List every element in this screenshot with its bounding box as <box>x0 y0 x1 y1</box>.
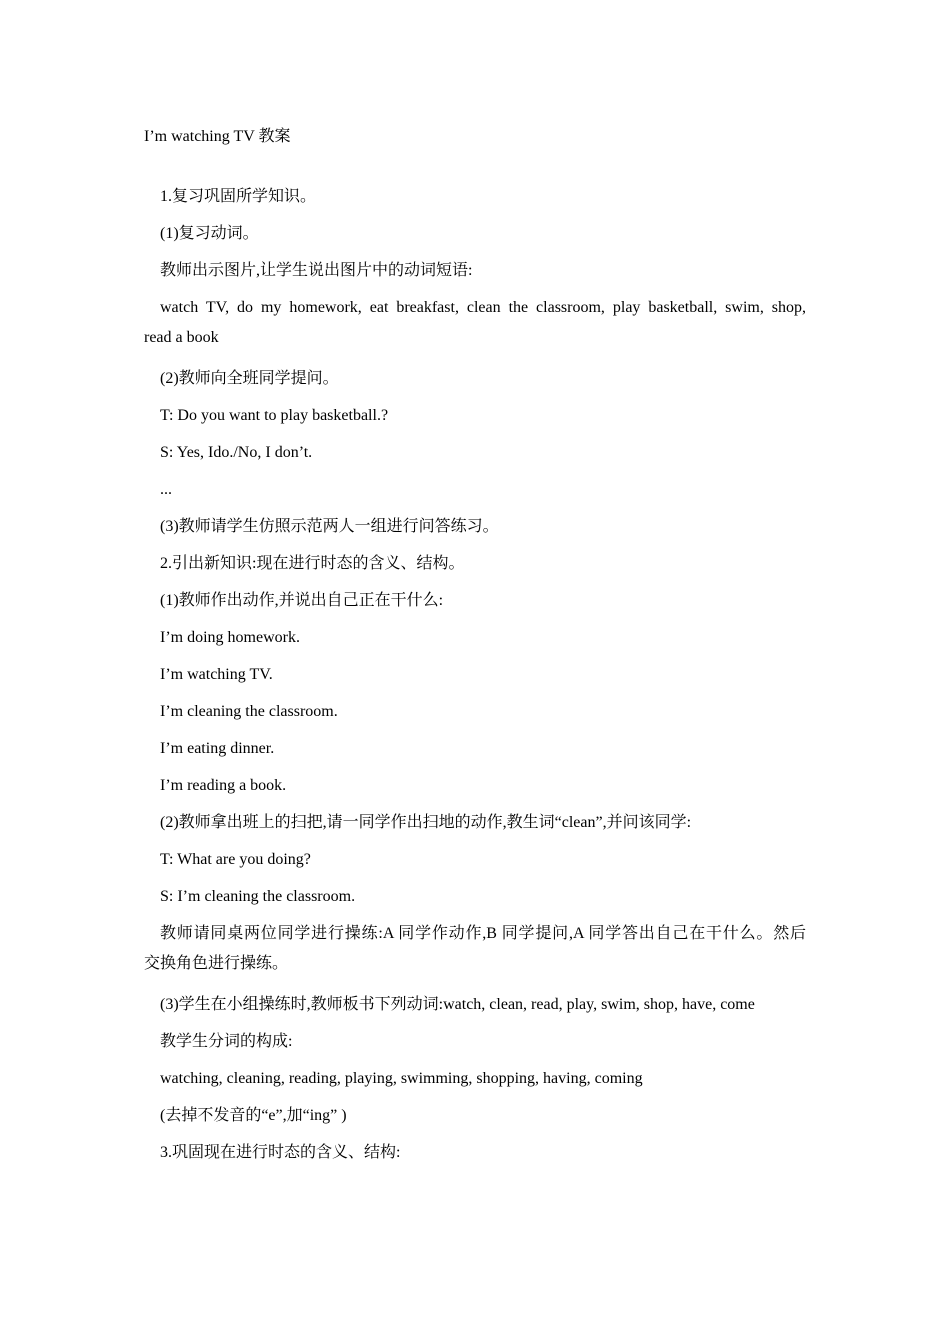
document-title: I’m watching TV 教案 <box>144 128 291 145</box>
paragraph-line: I’m eating dinner. <box>160 740 275 757</box>
paragraph-line: I’m doing homework. <box>160 629 300 646</box>
paragraph-line: 教学生分词的构成: <box>160 1033 293 1050</box>
paragraph-line: (3)学生在小组操练时,教师板书下列动词:watch, clean, read, play, swim, shop, have, come <box>160 996 755 1013</box>
paragraph-line: 交换角色进行操练。 <box>144 955 289 972</box>
paragraph-line: watching, cleaning, reading, playing, swimming, shopping, having, coming <box>160 1070 643 1087</box>
paragraph-line: 教师出示图片,让学生说出图片中的动词短语: <box>160 262 473 279</box>
paragraph-line: S: I’m cleaning the classroom. <box>160 888 356 905</box>
paragraph-line: 2.引出新知识:现在进行时态的含义、结构。 <box>160 555 465 572</box>
paragraph-line: watch TV, do my homework, eat breakfast, clean the classroom, play basketball, swim, shop, <box>160 299 806 316</box>
paragraph-line: I’m watching TV. <box>160 666 273 683</box>
paragraph-line: I’m cleaning the classroom. <box>160 703 338 720</box>
paragraph-line: (2)教师向全班同学提问。 <box>160 370 339 387</box>
paragraph-line: (去掉不发音的“e”,加“ing” ) <box>160 1107 347 1124</box>
paragraph-line: ... <box>160 481 172 498</box>
paragraph-line: T: What are you doing? <box>160 851 311 868</box>
paragraph-line: 1.复习巩固所学知识。 <box>160 188 317 205</box>
paragraph-line: (1)复习动词。 <box>160 225 259 242</box>
paragraph-line: read a book <box>144 329 219 346</box>
paragraph-line: (1)教师作出动作,并说出自己正在干什么: <box>160 592 444 609</box>
document-body <box>144 186 806 1179</box>
paragraph-line: 3.巩固现在进行时态的含义、结构: <box>160 1144 401 1161</box>
paragraph-line: (3)教师请学生仿照示范两人一组进行问答练习。 <box>160 518 499 535</box>
paragraph-line: 教师请同桌两位同学进行操练:A 同学作动作,B 同学提问,A 同学答出自己在干什么。然后 <box>160 925 806 942</box>
paragraph-line: (2)教师拿出班上的扫把,请一同学作出扫地的动作,教生词“clean”,并问该同学: <box>160 814 692 831</box>
paragraph-line: S: Yes, Ido./No, I don’t. <box>160 444 313 461</box>
paragraph-line: T: Do you want to play basketball.? <box>160 407 389 424</box>
paragraph-line: I’m reading a book. <box>160 777 287 794</box>
